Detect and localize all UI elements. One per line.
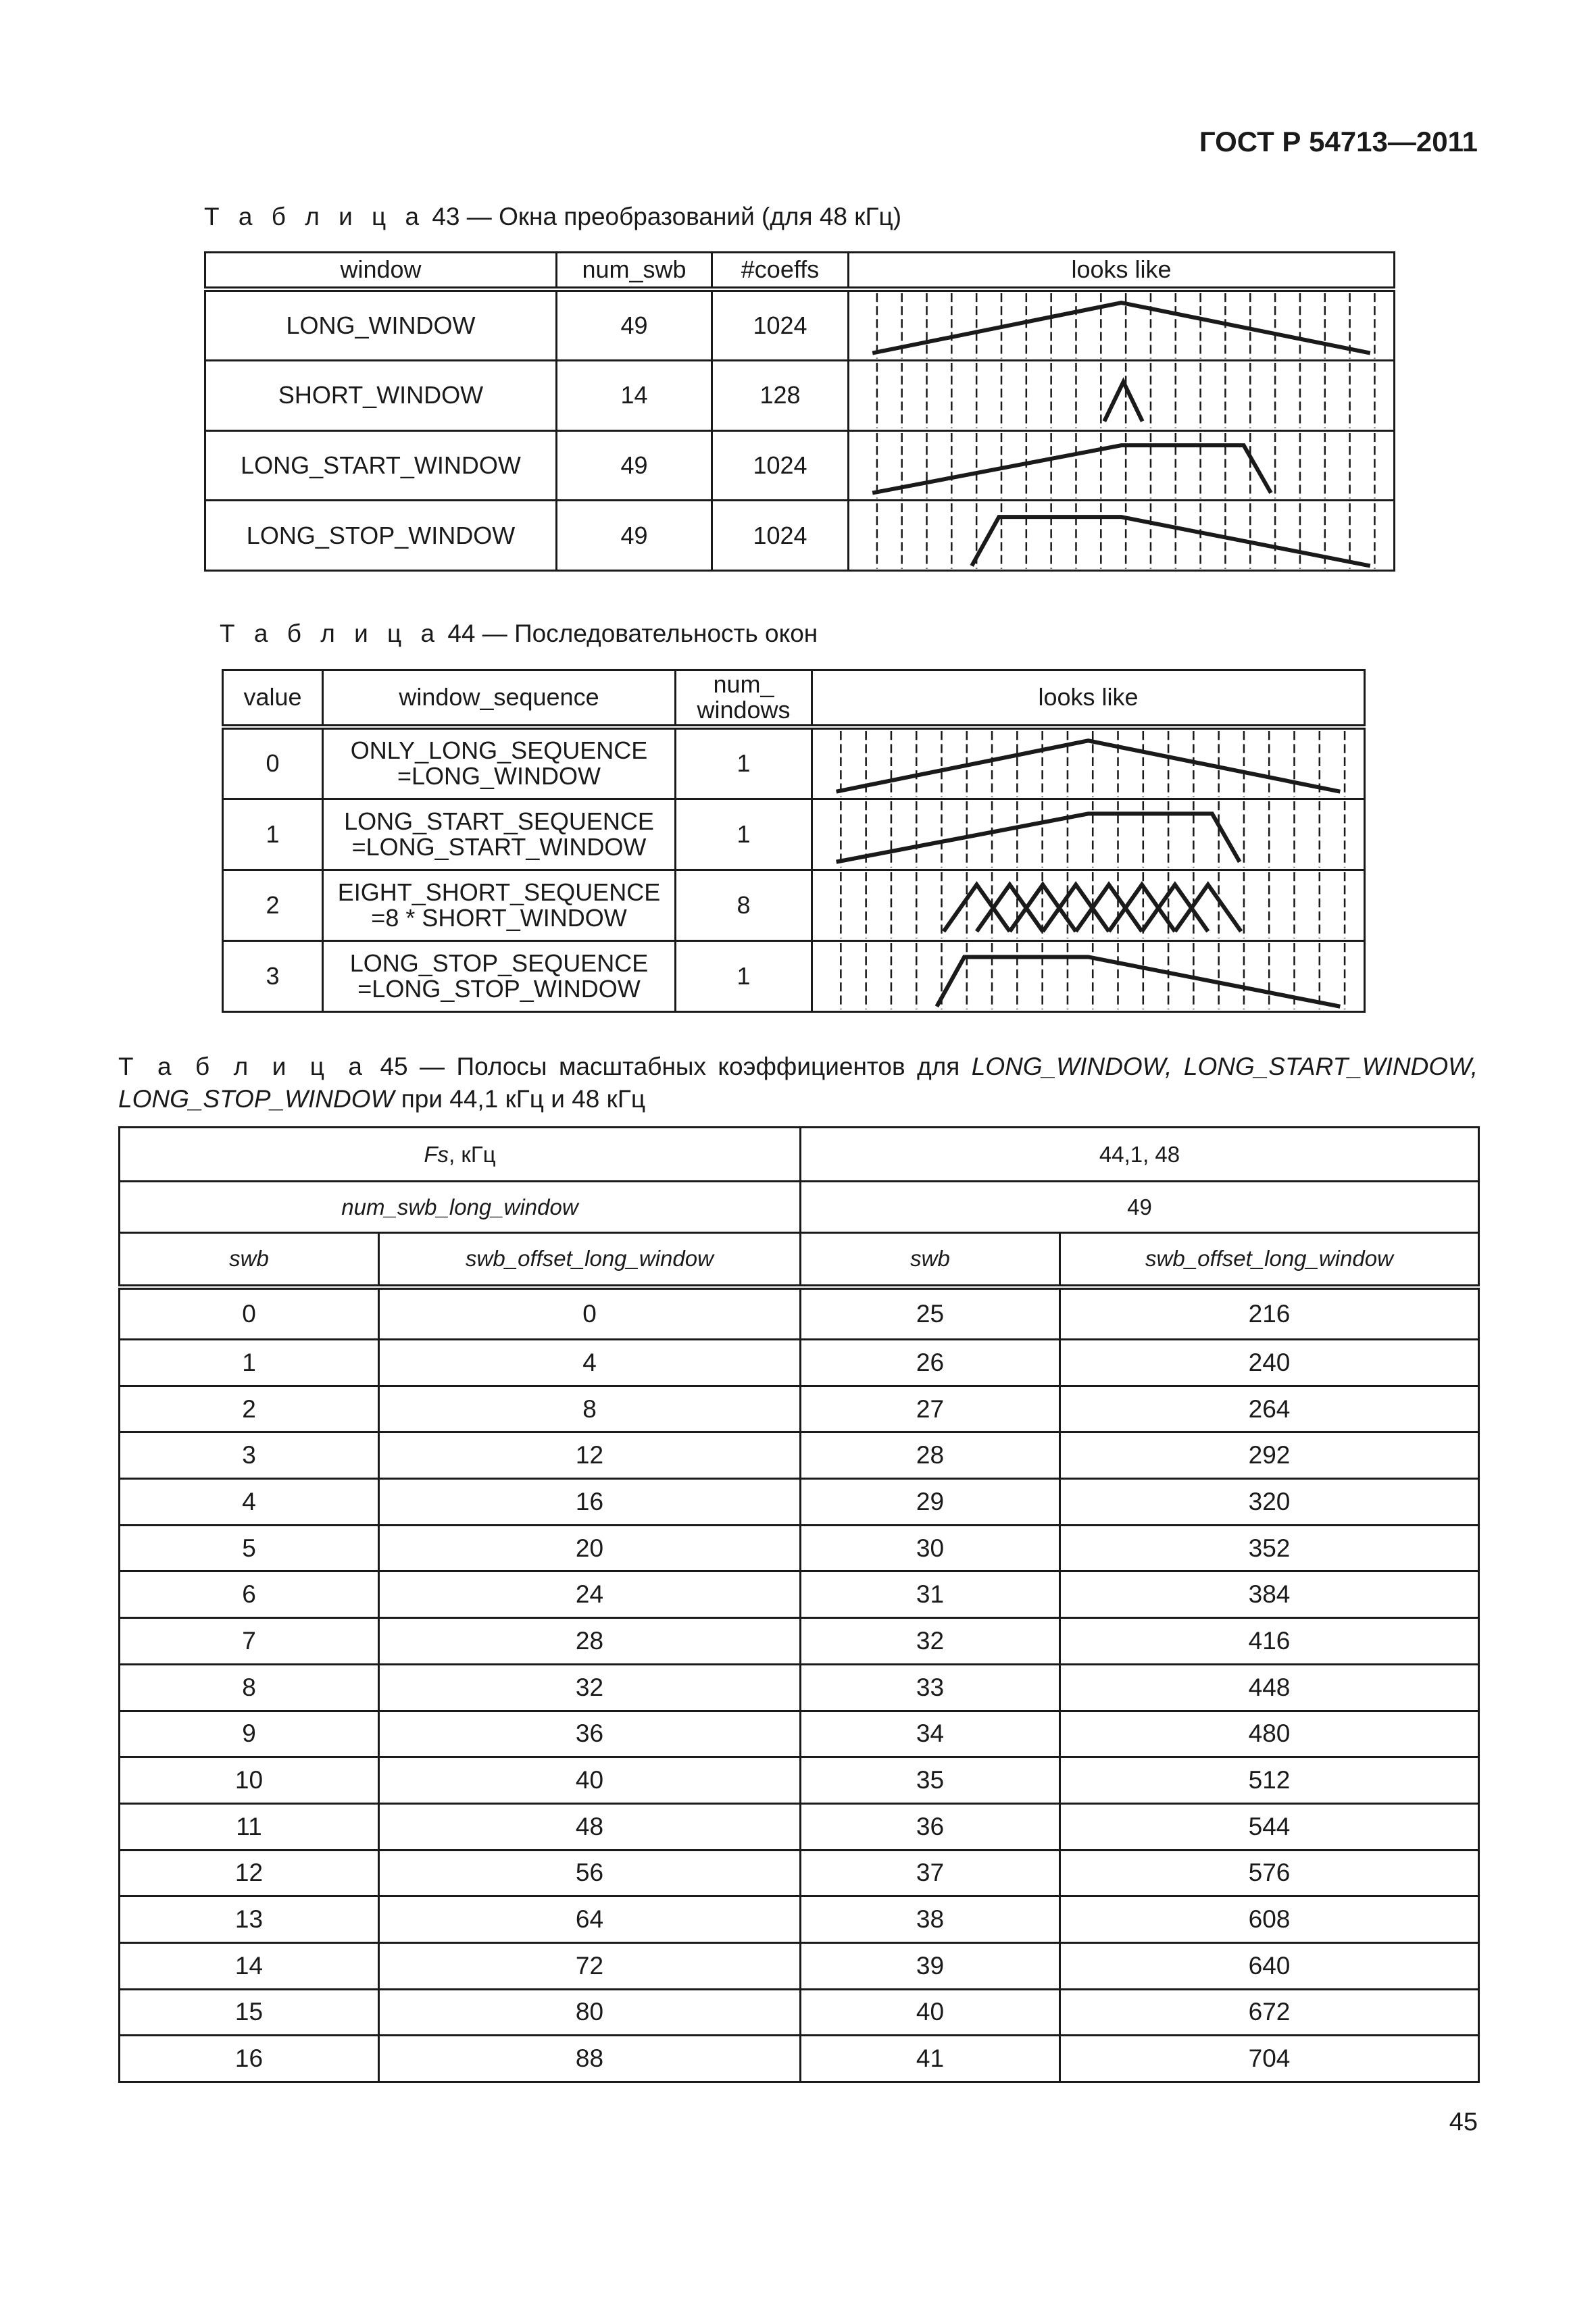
table-row bbox=[120, 1711, 1479, 1757]
table45-caption-line1 bbox=[118, 1051, 1478, 1083]
window-shape-svg bbox=[813, 871, 1364, 940]
swb-cell-2: 41 bbox=[801, 2036, 1060, 2082]
swb-offset-cell-2: 320 bbox=[1060, 1479, 1479, 1526]
swb-offset-cell-2: 264 bbox=[1060, 1386, 1479, 1432]
sequence-line1: EIGHT_SHORT_SEQUENCE bbox=[337, 878, 661, 907]
table45-body bbox=[120, 1287, 1479, 2082]
table44-value-cell: 2 bbox=[223, 870, 323, 941]
table43-col-window: window bbox=[205, 253, 557, 289]
table43-caption bbox=[204, 203, 901, 231]
swb-offset-cell: 24 bbox=[379, 1571, 801, 1618]
sequence-line2: =LONG_STOP_WINDOW bbox=[357, 975, 641, 1003]
window-envelope-line bbox=[972, 517, 1370, 565]
swb-offset-cell: 8 bbox=[379, 1386, 801, 1432]
swb-cell: 13 bbox=[120, 1896, 379, 1943]
window-shape-long-stop bbox=[849, 501, 1395, 571]
swb-cell-2: 30 bbox=[801, 1525, 1060, 1571]
swb-cell: 9 bbox=[120, 1711, 379, 1757]
table43-num-swb-cell: 49 bbox=[557, 430, 712, 501]
table43-col-looks-like: looks like bbox=[849, 253, 1395, 289]
window-shape-svg bbox=[813, 730, 1364, 799]
swb-cell: 15 bbox=[120, 1989, 379, 2036]
swb-offset-cell-2: 576 bbox=[1060, 1850, 1479, 1896]
window-envelope-line bbox=[837, 814, 1240, 862]
swb-offset-cell-2: 640 bbox=[1060, 1942, 1479, 1989]
table-row bbox=[120, 1525, 1479, 1571]
swb-cell: 8 bbox=[120, 1664, 379, 1711]
swb-offset-cell: 20 bbox=[379, 1525, 801, 1571]
window-envelope-line bbox=[1076, 885, 1142, 932]
table45-caption-text: 45 — Полосы масштабных коэффициентов для bbox=[380, 1053, 960, 1080]
window-shape-svg bbox=[813, 800, 1364, 869]
swb-offset-cell-2: 544 bbox=[1060, 1803, 1479, 1850]
table45-fs-row bbox=[120, 1128, 1479, 1182]
table43-window-cell: LONG_START_WINDOW bbox=[205, 430, 557, 501]
window-envelope-line bbox=[944, 885, 1010, 932]
window-shape-svg bbox=[813, 942, 1364, 1011]
sequence-line1: ONLY_LONG_SEQUENCE bbox=[350, 736, 648, 765]
swb-cell-2: 31 bbox=[801, 1571, 1060, 1618]
swb-cell-2: 33 bbox=[801, 1664, 1060, 1711]
table-row bbox=[223, 799, 1365, 870]
swb-cell: 16 bbox=[120, 2036, 379, 2082]
swb-cell: 14 bbox=[120, 1942, 379, 1989]
table43-caption-label: Т а б л и ц а bbox=[204, 203, 426, 230]
table45 bbox=[118, 1126, 1480, 2083]
table44-sequence-cell bbox=[323, 941, 676, 1012]
window-shape-long-start bbox=[849, 430, 1395, 501]
table-row bbox=[205, 361, 1395, 431]
swb-offset-cell: 80 bbox=[379, 1989, 801, 2036]
table44-value-cell: 3 bbox=[223, 941, 323, 1012]
swb-cell-2: 27 bbox=[801, 1386, 1060, 1432]
table44-sequence-cell bbox=[323, 727, 676, 799]
swb-cell: 12 bbox=[120, 1850, 379, 1896]
swb-offset-cell-2: 240 bbox=[1060, 1340, 1479, 1386]
swb-cell-2: 32 bbox=[801, 1618, 1060, 1665]
sequence-line2: =LONG_START_WINDOW bbox=[351, 833, 647, 861]
table45-num-swb-label: num_swb_long_window bbox=[120, 1182, 801, 1233]
table45-caption-text-2: при 44,1 кГц и 48 кГц bbox=[401, 1085, 646, 1113]
window-shape-svg bbox=[849, 502, 1393, 570]
swb-cell-2: 40 bbox=[801, 1989, 1060, 2036]
sequence-line1: LONG_START_SEQUENCE bbox=[344, 807, 654, 836]
table-row bbox=[120, 1850, 1479, 1896]
table44 bbox=[222, 669, 1366, 1013]
window-envelope-line bbox=[872, 303, 1370, 353]
swb-cell: 1 bbox=[120, 1340, 379, 1386]
swb-offset-cell-2: 216 bbox=[1060, 1287, 1479, 1340]
window-envelope-line bbox=[1043, 885, 1109, 932]
swb-cell-2: 36 bbox=[801, 1803, 1060, 1850]
table43-num-swb-cell: 49 bbox=[557, 501, 712, 571]
table-row bbox=[120, 1803, 1479, 1850]
window-envelope-line bbox=[872, 445, 1271, 493]
window-envelope-line bbox=[837, 740, 1341, 791]
sequence-shape-long-stop bbox=[812, 941, 1365, 1012]
table-row bbox=[120, 1942, 1479, 1989]
table44-caption-label: Т а б л и ц а bbox=[220, 620, 441, 647]
table44-value-cell: 0 bbox=[223, 727, 323, 799]
swb-offset-cell-2: 416 bbox=[1060, 1618, 1479, 1665]
table44-col-looks-like: looks like bbox=[812, 670, 1365, 727]
table44-col-num-windows-line2: windows bbox=[697, 696, 791, 724]
table-row bbox=[205, 430, 1395, 501]
table45-num-swb-row bbox=[120, 1182, 1479, 1233]
table43-col-coeffs: #coeffs bbox=[712, 253, 849, 289]
table43-coeffs-cell: 1024 bbox=[712, 501, 849, 571]
swb-cell: 6 bbox=[120, 1571, 379, 1618]
swb-cell-2: 28 bbox=[801, 1432, 1060, 1479]
swb-offset-cell: 40 bbox=[379, 1757, 801, 1804]
table44-col-window-sequence: window_sequence bbox=[323, 670, 676, 727]
swb-cell-2: 37 bbox=[801, 1850, 1060, 1896]
swb-offset-cell-2: 704 bbox=[1060, 2036, 1479, 2082]
table43-coeffs-cell: 1024 bbox=[712, 289, 849, 361]
table-row bbox=[223, 727, 1365, 799]
swb-cell: 7 bbox=[120, 1618, 379, 1665]
swb-offset-cell: 88 bbox=[379, 2036, 801, 2082]
swb-offset-cell: 72 bbox=[379, 1942, 801, 1989]
document-header: ГОСТ Р 54713—2011 bbox=[1199, 126, 1478, 157]
table44-header-row bbox=[223, 670, 1365, 727]
window-envelope-line bbox=[937, 957, 1340, 1007]
swb-offset-cell: 28 bbox=[379, 1618, 801, 1665]
table-row bbox=[120, 1664, 1479, 1711]
table43-window-cell: SHORT_WINDOW bbox=[205, 361, 557, 431]
window-envelope-line bbox=[976, 885, 1043, 932]
table45-col-swb: swb bbox=[120, 1233, 379, 1287]
swb-cell: 10 bbox=[120, 1757, 379, 1804]
table44-caption bbox=[220, 620, 818, 648]
window-envelope-line bbox=[1175, 885, 1241, 932]
swb-cell-2: 38 bbox=[801, 1896, 1060, 1943]
window-envelope-line bbox=[1142, 885, 1208, 932]
swb-cell-2: 29 bbox=[801, 1479, 1060, 1526]
page-number: 45 bbox=[1449, 2108, 1478, 2136]
table-row bbox=[120, 1432, 1479, 1479]
table45-caption-italic: LONG_WINDOW, LONG_START_WINDOW, bbox=[971, 1053, 1478, 1080]
table45-caption-italic-2: LONG_STOP_WINDOW bbox=[118, 1085, 395, 1113]
swb-offset-cell: 48 bbox=[379, 1803, 801, 1850]
table44-sequence-cell bbox=[323, 870, 676, 941]
table45-caption-label: Т а б л и ц а bbox=[118, 1053, 369, 1080]
table44-num-windows-cell: 8 bbox=[676, 870, 812, 941]
table-row bbox=[223, 941, 1365, 1012]
table45-col-swb-2: swb bbox=[801, 1233, 1060, 1287]
table43-col-num-swb: num_swb bbox=[557, 253, 712, 289]
table43-window-cell: LONG_STOP_WINDOW bbox=[205, 501, 557, 571]
table-row bbox=[120, 1896, 1479, 1943]
sequence-line1: LONG_STOP_SEQUENCE bbox=[349, 949, 649, 978]
window-shape-short bbox=[849, 361, 1395, 431]
table-row bbox=[120, 1386, 1479, 1432]
table-row bbox=[120, 1479, 1479, 1526]
table43-num-swb-cell: 49 bbox=[557, 289, 712, 361]
swb-cell: 5 bbox=[120, 1525, 379, 1571]
table44-col-value: value bbox=[223, 670, 323, 727]
swb-cell-2: 26 bbox=[801, 1340, 1060, 1386]
table-row bbox=[120, 1757, 1479, 1804]
swb-offset-cell: 64 bbox=[379, 1896, 801, 1943]
swb-offset-cell: 56 bbox=[379, 1850, 801, 1896]
table-row bbox=[120, 1571, 1479, 1618]
window-envelope-line bbox=[1104, 382, 1142, 421]
table45-header-row bbox=[120, 1233, 1479, 1287]
window-shape-long bbox=[849, 289, 1395, 361]
swb-cell: 2 bbox=[120, 1386, 379, 1432]
table-row bbox=[120, 1287, 1479, 1340]
table-row bbox=[120, 1340, 1479, 1386]
table44-num-windows-cell: 1 bbox=[676, 941, 812, 1012]
table-row bbox=[120, 2036, 1479, 2082]
swb-cell-2: 39 bbox=[801, 1942, 1060, 1989]
swb-cell: 3 bbox=[120, 1432, 379, 1479]
swb-offset-cell: 16 bbox=[379, 1479, 801, 1526]
table44-col-num-windows-line1: num_ bbox=[713, 670, 774, 699]
table43-caption-text: 43 — Окна преобразований (для 48 кГц) bbox=[432, 203, 902, 230]
window-shape-svg bbox=[849, 292, 1393, 360]
swb-cell: 4 bbox=[120, 1479, 379, 1526]
sequence-shape-only-long bbox=[812, 727, 1365, 799]
swb-offset-cell: 4 bbox=[379, 1340, 801, 1386]
sequence-line2: =LONG_WINDOW bbox=[397, 762, 601, 790]
table43-coeffs-cell: 128 bbox=[712, 361, 849, 431]
table43 bbox=[204, 251, 1395, 572]
table44-num-windows-cell: 1 bbox=[676, 727, 812, 799]
swb-offset-cell-2: 480 bbox=[1060, 1711, 1479, 1757]
swb-cell: 0 bbox=[120, 1287, 379, 1340]
swb-offset-cell: 36 bbox=[379, 1711, 801, 1757]
table45-num-swb-value: 49 bbox=[801, 1182, 1479, 1233]
sequence-shape-eight-short bbox=[812, 870, 1365, 941]
window-shape-svg bbox=[849, 361, 1393, 430]
table45-fs-label bbox=[120, 1128, 801, 1182]
swb-offset-cell-2: 352 bbox=[1060, 1525, 1479, 1571]
table-row bbox=[120, 1618, 1479, 1665]
swb-offset-cell-2: 292 bbox=[1060, 1432, 1479, 1479]
swb-cell-2: 34 bbox=[801, 1711, 1060, 1757]
table44-num-windows-cell: 1 bbox=[676, 799, 812, 870]
table43-header-row bbox=[205, 253, 1395, 289]
table-row bbox=[205, 289, 1395, 361]
table43-coeffs-cell: 1024 bbox=[712, 430, 849, 501]
table44-caption-text: 44 — Последовательность окон bbox=[447, 620, 818, 647]
window-shape-svg bbox=[849, 432, 1393, 500]
sequence-shape-long-start bbox=[812, 799, 1365, 870]
table45-col-offset: swb_offset_long_window bbox=[379, 1233, 801, 1287]
swb-offset-cell: 0 bbox=[379, 1287, 801, 1340]
table45-fs-value: 44,1, 48 bbox=[801, 1128, 1479, 1182]
swb-offset-cell: 32 bbox=[379, 1664, 801, 1711]
table44-value-cell: 1 bbox=[223, 799, 323, 870]
swb-offset-cell-2: 672 bbox=[1060, 1989, 1479, 2036]
table-row bbox=[120, 1989, 1479, 2036]
swb-offset-cell-2: 448 bbox=[1060, 1664, 1479, 1711]
swb-offset-cell: 12 bbox=[379, 1432, 801, 1479]
fs-symbol: Fs bbox=[424, 1141, 449, 1167]
swb-cell: 11 bbox=[120, 1803, 379, 1850]
table-row bbox=[205, 501, 1395, 571]
fs-unit: , кГц bbox=[449, 1141, 496, 1167]
swb-cell-2: 25 bbox=[801, 1287, 1060, 1340]
table43-num-swb-cell: 14 bbox=[557, 361, 712, 431]
table45-caption-line2 bbox=[118, 1083, 645, 1115]
swb-cell-2: 35 bbox=[801, 1757, 1060, 1804]
swb-offset-cell-2: 384 bbox=[1060, 1571, 1479, 1618]
table-row bbox=[223, 870, 1365, 941]
table43-window-cell: LONG_WINDOW bbox=[205, 289, 557, 361]
swb-offset-cell-2: 608 bbox=[1060, 1896, 1479, 1943]
table45-col-offset-2: swb_offset_long_window bbox=[1060, 1233, 1479, 1287]
table44-sequence-cell bbox=[323, 799, 676, 870]
sequence-line2: =8 * SHORT_WINDOW bbox=[371, 904, 627, 932]
swb-offset-cell-2: 512 bbox=[1060, 1757, 1479, 1804]
table44-col-num-windows bbox=[676, 670, 812, 727]
